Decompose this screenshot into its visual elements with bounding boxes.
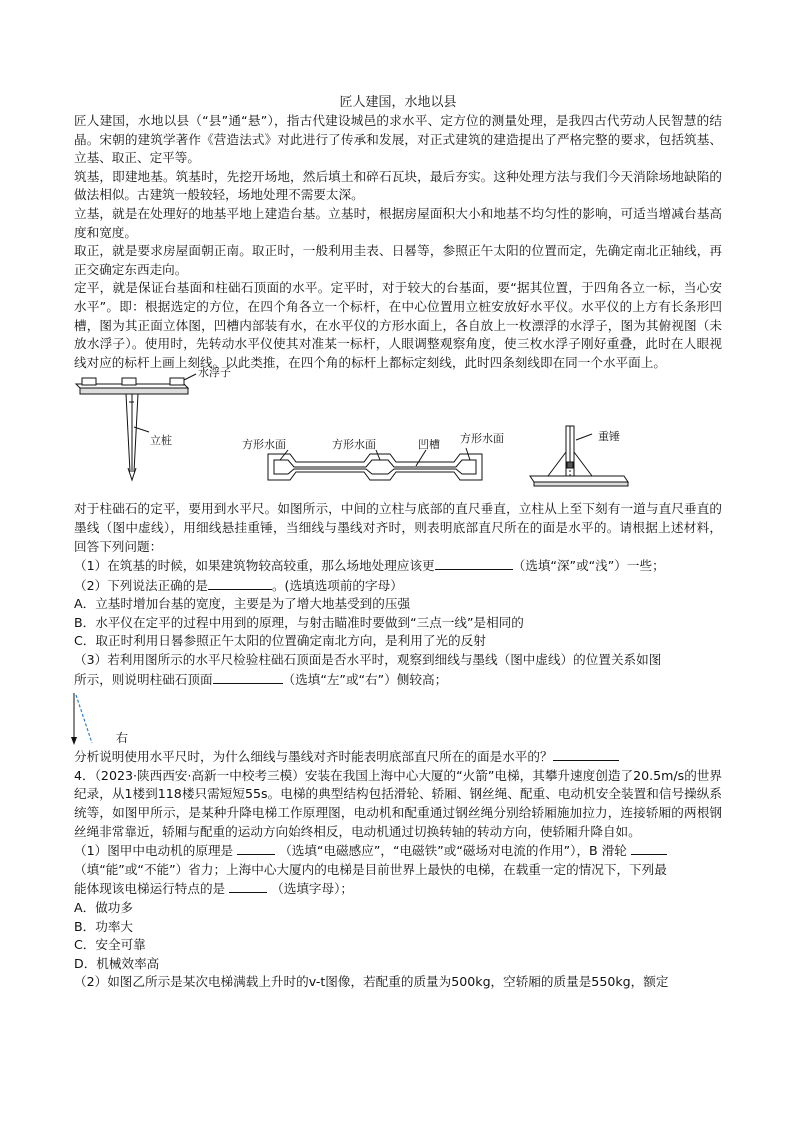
option-b: B．水平仪在定平的过程中用到的原理，与射击瞄准时要做到“三点一线”是相同的 xyxy=(74,614,524,630)
p4-option-d: D．机械效率高 xyxy=(74,955,160,971)
p4-option-b: B．功率大 xyxy=(74,918,134,934)
p4-option-a: A．做功多 xyxy=(74,900,133,915)
figure-row xyxy=(74,366,722,500)
groove-top-view-figure xyxy=(266,442,486,492)
p4-option-c: C．安全可靠 xyxy=(74,937,146,953)
question-3-line1: （3）若利用图所示的水平尺检验柱础石顶面是否水平时，观察到细线与墨线（图中虚线）的位置关系如图 xyxy=(74,652,662,668)
float-label: 水浮子 xyxy=(198,366,231,380)
page-title: 匠人建国，水地以县 xyxy=(339,95,457,110)
paragraph-foundation: 筑基，即建地基。筑基时，先挖开场地，然后填土和碎石瓦块，最后夯实。这种处理方法与我们今天消除场地缺陷的做法相似。古建筑一般较轻，场地处理不需要太深。 xyxy=(74,168,722,203)
problem-4-q1-line2: （填“能”或“不能”）省力；上海中心大厦内的电梯是目前世界上最快的电梯，在载重一定的情况下，下列最 xyxy=(74,861,667,877)
square-water-mid-label: 方形水面 xyxy=(332,438,376,452)
paragraph-level-ruler: 对于柱础石的定平，要用到水平尺。如图所示，中间的立柱与底部的直尺垂直，立柱从上至下刻有一道与直尺垂直的墨线（图中虚线），用细线悬挂重锤，当细线与墨线对齐时，则表明底部直尺所在的面是水平的。请根据上述材料，回答下列问题： xyxy=(74,501,722,554)
answer-blank[interactable] xyxy=(208,576,272,590)
answer-blank[interactable] xyxy=(229,879,267,893)
answer-blank[interactable] xyxy=(553,747,619,761)
square-water-right-label: 方形水面 xyxy=(460,432,504,446)
right-label: 右 xyxy=(116,731,129,746)
post-label: 立桩 xyxy=(150,434,172,448)
question-3-line2: 所示，则说明柱础石顶面 （选填“左”或“右”）侧较高； xyxy=(74,671,448,687)
paragraph-intro: 匠人建国，水地以县（“县”通“悬”），指古代建设城邑的求水平、定方位的测量处理，是我四古代劳动人民智慧的结晶。宋朝的建筑学著作《营造法式》对此进行了传承和发展，对正式建筑的建造提出了严格完整的要求，包括筑基、立基、取正、定平等。 xyxy=(74,113,722,166)
paragraph-orientation: 取正，就是要求房屋面朝正南。取正时，一般利用圭表、日晷等，参照正午太阳的位置而定，先确定南北正轴线，再正交确定东西走向。 xyxy=(74,243,722,277)
option-c: C．取正时利用日晷参照正午太阳的位置确定南北方向，是利用了光的反射 xyxy=(74,633,486,649)
answer-blank[interactable] xyxy=(237,841,275,855)
paragraph-base: 立基，就是在处理好的地基平地上建造台基。立基时，根据房屋面积大小和地基不均匀性的影响，可适当增减台基高度和宽度。 xyxy=(74,205,722,240)
groove-label: 凹槽 xyxy=(418,438,440,452)
document-page xyxy=(74,94,722,992)
question-1: （1）在筑基的时候，如果建筑物较高较重，那么场地处理应该更 （选填“深”或“浅”）一些； xyxy=(74,558,665,574)
question-4: 分析说明使用水平尺时，为什么细线与墨线对齐时能表明底部直尺所在的面是水平的？ xyxy=(74,747,722,767)
problem-4-q2: （2）如图乙所示是某次电梯满载上升时的v-t图像，若配重的质量为500kg，空轿厢的质量是550kg，额定 xyxy=(74,974,669,990)
answer-blank[interactable] xyxy=(213,670,283,684)
problem-4-stem: 4．（2023·陕西西安·高新一中校考三模）安装在我国上海中心大厦的“火箭”电梯，其攀升速度创造了20.5m/s的世界纪录，从1楼到118楼只需短短55s。电梯的典型结构包括滑轮、轿厢、钢丝绳、配重、电动机安全装置和信号操纵系统等，如图甲所示，是某种升降电梯工作原理图，电动机和配重通过钢丝绳分别给轿厢施加拉力，连接轿厢的两根钢丝绳非常靠近，轿厢与配重的运动方向始终相反，电动机通过切换转轴的转动方向，使轿厢升降自如。 xyxy=(74,767,722,839)
question-2: （2）下列说法正确的是 。(选填选项前的字母） xyxy=(74,577,403,593)
square-water-left-label: 方形水面 xyxy=(242,438,286,452)
level-ruler-figure xyxy=(528,418,638,498)
problem-4-q1-line3: 能体现该电梯运行特点的是 （选填字母）； xyxy=(74,881,353,897)
line-alignment-figure xyxy=(74,689,722,747)
answer-blank[interactable] xyxy=(631,841,667,855)
paragraph-leveling: 定平，就是保证台基面和柱础石顶面的水平。定平时，对于较大的台基面，要“据其位置，于四角各立一标，当心安水平”。即：根据选定的方位，在四个角各立一个标杆，在中心位置用立桩安放好水平仪。水平仪的上方有长条形凹槽，图为其正面立体图，凹槽内部装有水，在水平仪的方形水面上，各自放上一枚漂浮的水浮子，图为其俯视图（未放水浮子）。使用时，先转动水平仪使其对准某一标杆，人眼调整观察角度，使三枚水浮子刚好重叠，此时在人眼视线对应的标杆上画上刻线。以此类推，在四个角的标杆上都标定刻线，此时四条刻线即在同一个水平面上。 xyxy=(74,280,722,370)
problem-4-q1-line1: （1）图甲中电动机的原理是 （选填“电磁感应”，“电磁铁”或“磁场对电流的作用”），B 滑轮 xyxy=(74,841,722,861)
weight-label: 重锤 xyxy=(598,430,620,444)
answer-blank[interactable] xyxy=(435,556,513,570)
option-a: A．立基时增加台基的宽度，主要是为了增大地基受到的压强 xyxy=(74,596,411,612)
